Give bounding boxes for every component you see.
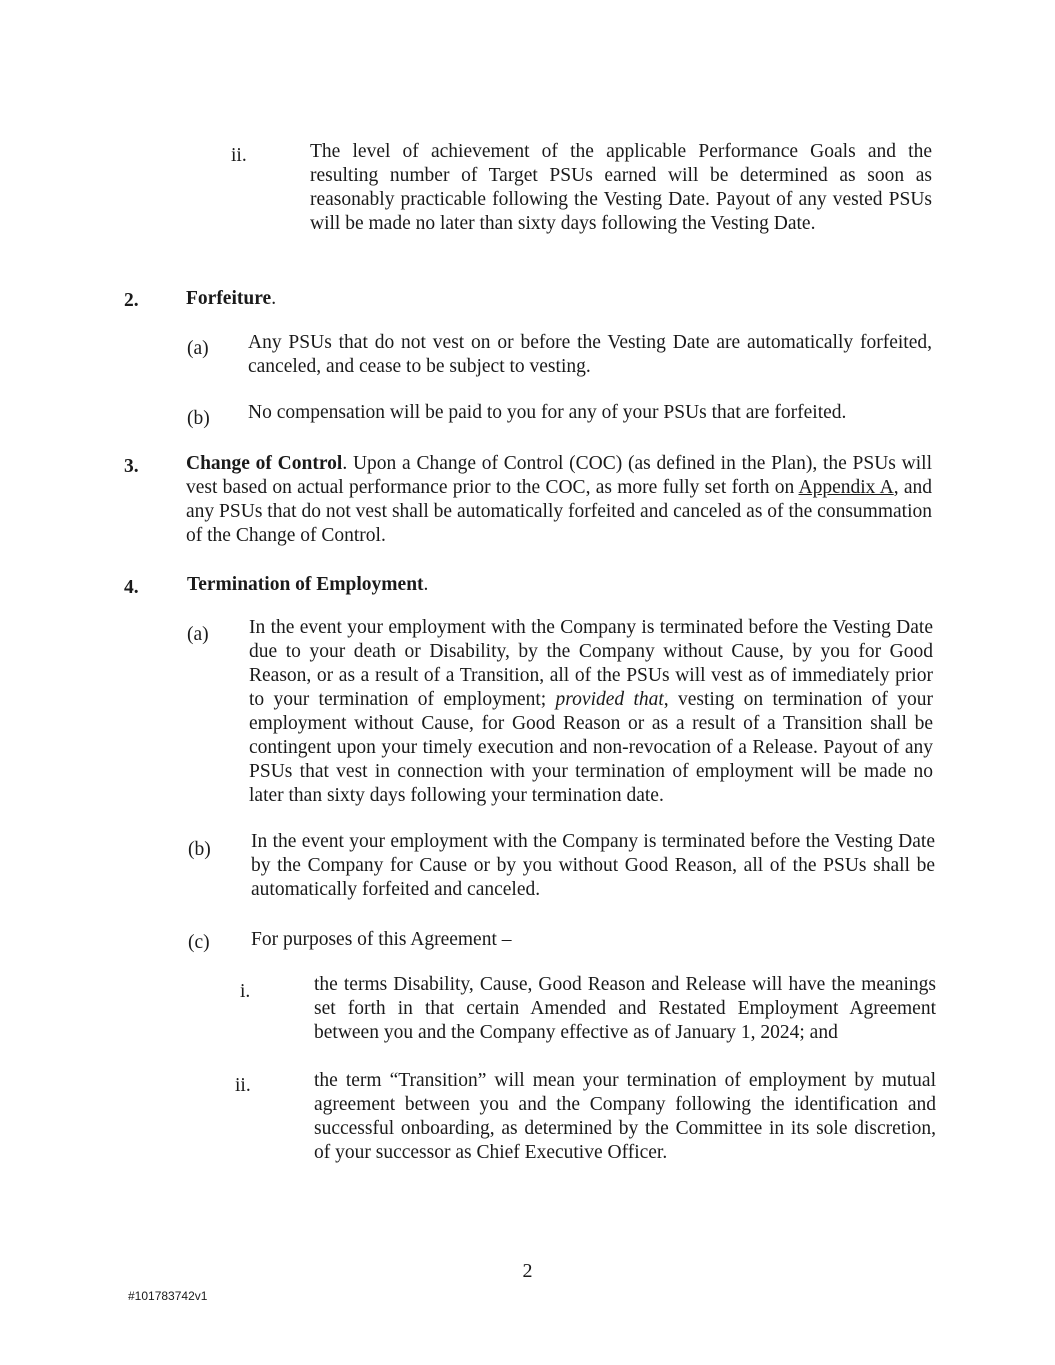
section-2a-label: (a): [187, 338, 209, 359]
section-4c-label: (c): [188, 932, 210, 953]
section-4-heading-end: .: [423, 574, 429, 595]
section-3-heading: Change of Control: [186, 453, 343, 474]
section-2b-text: No compensation will be paid to you for any of your PSUs that are forfeited.: [248, 402, 847, 423]
appendix-a-link[interactable]: Appendix A: [798, 477, 894, 498]
section-2-number: 2.: [124, 290, 139, 311]
section-2-heading-end: .: [271, 288, 277, 309]
section-3-text-1: . Upon a Change of Control (COC) (as defined in the Plan), the PSUs will vest based on actual performance prior to the COC, as more fully set forth on: [186, 453, 932, 498]
section-4b-text: In the event your employment with the Company is terminated before the Vesting Date by the Company for Cause or by you without Good Reason, all of the PSUs shall be automatically forfeited and canceled.: [251, 831, 935, 900]
section-2a-text: Any PSUs that do not vest on or before the Vesting Date are automatically forfeited, canceled, and cease to be subject to vesting.: [248, 332, 932, 377]
section-4a-text-1: In the event your employment with the Company is terminated before the Vesting Date due to your death or Disability, by the Company without Cause, by you for Good Reason, or as a result of a Transition, all of the PSUs will vest as of immediately prior to your termination of employment;: [249, 617, 933, 710]
section-4c-i-text: the terms Disability, Cause, Good Reason and Release will have the meanings set forth in that certain Amended and Restated Employment Agreement between you and the Company effective as of January 1, 2024; and: [314, 974, 936, 1043]
item-ii-top-text: The level of achievement of the applicable Performance Goals and the resulting number of Target PSUs earned will be determined as soon as reasonably practicable following the Vesting Date. Payout of any vested PSUs will be made no later than sixty days following the Vesting Date.: [310, 141, 932, 234]
section-4c-i-label: i.: [240, 981, 251, 1002]
section-4a-text: [249, 616, 933, 808]
section-2-heading-line: [186, 287, 926, 311]
section-3-text: [186, 452, 932, 548]
section-4b-label: (b): [188, 839, 211, 860]
section-4a-italic: provided that: [555, 689, 664, 710]
section-4-heading: Termination of Employment: [187, 574, 424, 595]
document-id-footer: #101783742v1: [128, 1289, 208, 1303]
section-2-heading: Forfeiture: [186, 288, 272, 309]
item-ii-top-label: ii.: [231, 145, 247, 166]
section-4c-text: For purposes of this Agreement –: [251, 929, 512, 950]
section-4-heading-line: [187, 573, 927, 597]
section-4a-label: (a): [187, 624, 209, 645]
section-3-number: 3.: [124, 456, 139, 477]
section-2b-label: (b): [187, 408, 210, 429]
page-number: 2: [522, 1260, 533, 1282]
section-4c-ii-label: ii.: [235, 1075, 251, 1096]
section-4c-ii-text: the term “Transition” will mean your termination of employment by mutual agreement between you and the Company following the identification and successful onboarding, as determined by the Committee in its sole discretion, of your successor as Chief Executive Officer.: [314, 1070, 936, 1163]
section-4a-text-2: , vesting on termination of your employment without Cause, for Good Reason or as a result of a Transition shall be contingent upon your timely execution and non-revocation of a Release. Payout of any PSUs that vest in connection with your termination of employment will be made no later than sixty days following your termination date.: [249, 689, 933, 806]
section-3-text-2: , and any PSUs that do not vest shall be automatically forfeited and canceled as of the consummation of the Change of Control.: [186, 477, 932, 546]
section-4-number: 4.: [124, 577, 139, 598]
